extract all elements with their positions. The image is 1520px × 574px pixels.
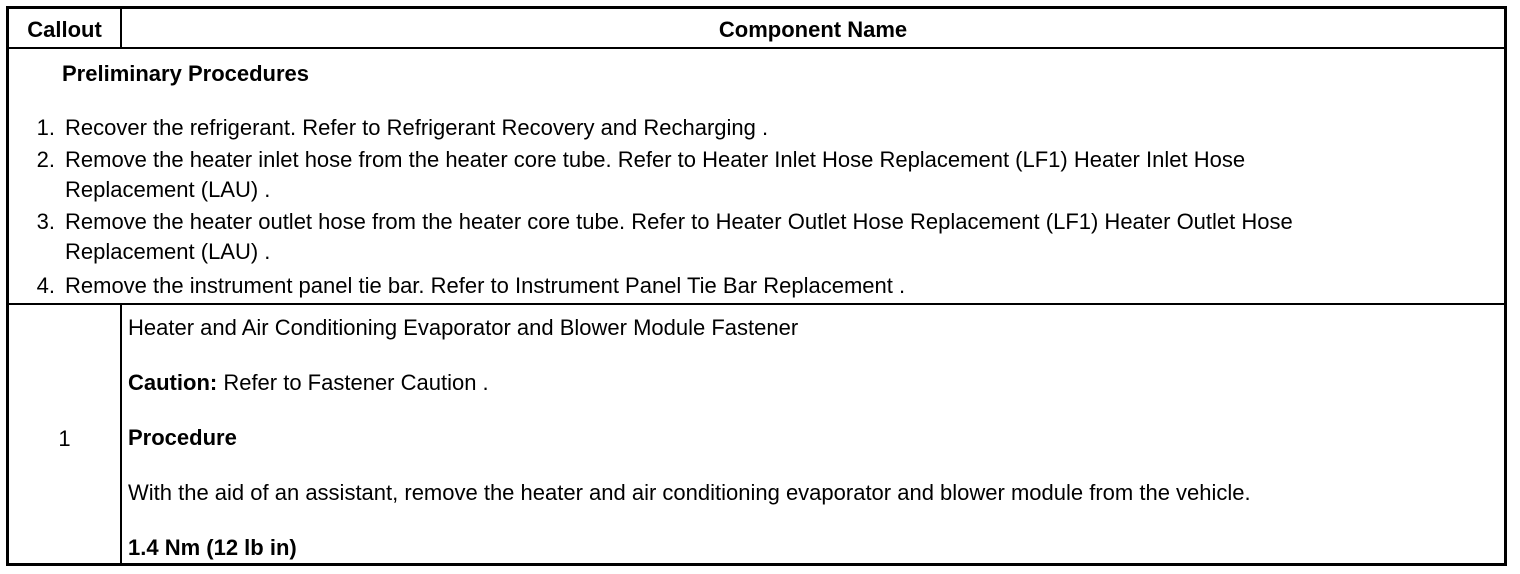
header-callout: Callout [27, 17, 102, 42]
step-number: 3. [36, 209, 55, 234]
callout-number: 1 [58, 426, 71, 451]
step-text: Replacement (LAU) . [65, 177, 271, 202]
step-text: Remove the instrument panel tie bar. Refer to Instrument Panel Tie Bar Replacement . [65, 273, 906, 298]
preliminary-title: Preliminary Procedures [62, 61, 310, 86]
procedure-text: With the aid of an assistant, remove the heater and air conditioning evaporator and blower module from the vehicle. [128, 480, 1251, 505]
caution-label: Caution: [128, 370, 218, 395]
header-divider [9, 47, 1504, 49]
procedure-heading: Procedure [128, 425, 237, 450]
component-table [6, 6, 1507, 566]
step-text: Remove the heater outlet hose from the heater core tube. Refer to Heater Outlet Hose Replacement (LF1) Heater Outlet Hose [65, 209, 1293, 234]
caution-note [128, 370, 489, 396]
step-number: 2. [36, 147, 55, 172]
step-text: Replacement (LAU) . [65, 239, 271, 264]
component-name: Heater and Air Conditioning Evaporator and Blower Module Fastener [128, 315, 799, 340]
step-number: 1. [36, 115, 55, 140]
caution-text: Refer to Fastener Caution . [217, 370, 489, 395]
step-text: Recover the refrigerant. Refer to Refrigerant Recovery and Recharging . [65, 115, 769, 140]
step-number: 4. [36, 273, 55, 298]
preliminary-divider [9, 303, 1504, 305]
row-column-divider [120, 303, 122, 563]
torque-spec: 1.4 Nm (12 lb in) [128, 535, 297, 560]
step-text: Remove the heater inlet hose from the heater core tube. Refer to Heater Inlet Hose Replacement (LF1) Heater Inlet Hose [65, 147, 1246, 172]
header-column-divider [120, 9, 122, 47]
header-component-name: Component Name [718, 17, 908, 42]
